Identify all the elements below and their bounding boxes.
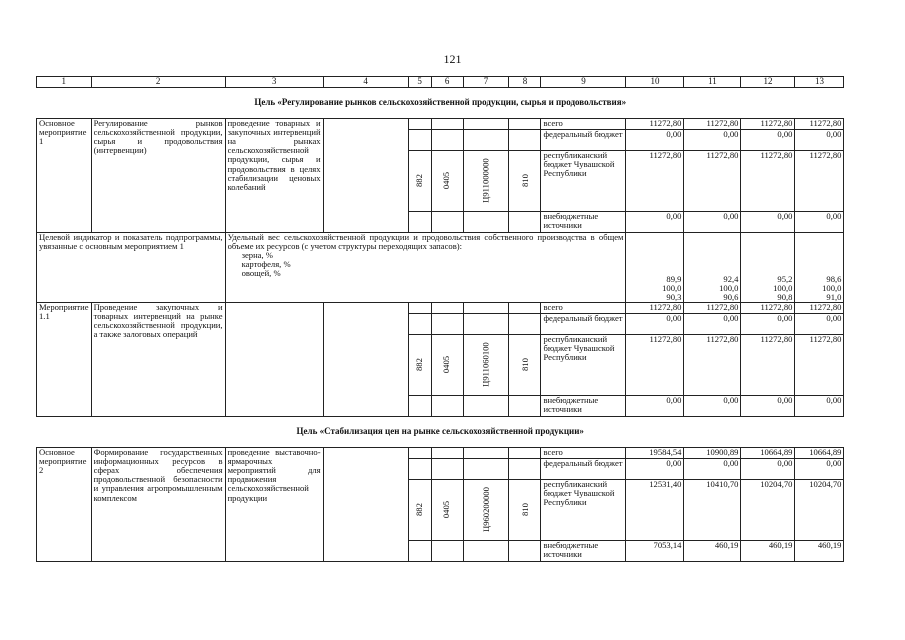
- funding-source: внебюджетные источники: [541, 541, 626, 562]
- indicator-text: Удельный вес сельскохозяйственной продукции и продовольствия собственного производства в общем объеме их ресурсов (с учетом структуры переходящих запасов):: [227, 232, 624, 252]
- code-cell: 0405: [441, 356, 452, 374]
- goal-heading-1: Цель «Регулирование рынков сельскохозяйственной продукции, сырья и продовольствия»: [254, 97, 627, 108]
- col-num: 8: [509, 77, 541, 88]
- program-table: [36, 76, 844, 562]
- col-num: 6: [431, 77, 463, 88]
- indicator-item: зерна, %: [241, 250, 273, 261]
- value-cell: 460,19: [795, 541, 844, 562]
- value-cell: 12531,40: [626, 480, 684, 541]
- empty-cell: [225, 303, 323, 417]
- value-cell: 11272,80: [684, 119, 741, 130]
- value-cell: 460,19: [684, 541, 741, 562]
- value-cell: 11272,80: [684, 303, 741, 314]
- value-cell: 0,00: [684, 396, 741, 417]
- value-cell: 11272,80: [741, 151, 795, 212]
- indicator-value: 95,2: [777, 273, 793, 284]
- value-cell: 11272,80: [741, 119, 795, 130]
- measure-description: проведение выставочно-ярмарочных мероприятий для продвижения сельскохозяйственной продукции: [225, 448, 323, 562]
- value-cell: 10664,89: [795, 448, 844, 459]
- code-cell: 810: [519, 358, 530, 372]
- value-cell: 10204,70: [795, 480, 844, 541]
- indicator-value: 100,0: [773, 282, 793, 293]
- table-row: [37, 303, 844, 314]
- value-cell: 11272,80: [626, 335, 684, 396]
- value-cell: 0,00: [741, 314, 795, 335]
- value-cell: 0,00: [741, 459, 795, 480]
- value-cell: 11272,80: [684, 151, 741, 212]
- code-cell: 810: [519, 174, 530, 188]
- code-cell: 0405: [441, 172, 452, 190]
- col-num: 11: [684, 77, 741, 88]
- funding-source: внебюджетные источники: [541, 396, 626, 417]
- value-cell: 11272,80: [795, 303, 844, 314]
- indicator-value: 100,0: [822, 282, 842, 293]
- code-cell: 882: [414, 503, 424, 517]
- indicator-row: [37, 233, 844, 303]
- code-cell: 882: [414, 174, 424, 188]
- funding-source: республиканский бюджет Чувашской Республики: [541, 151, 626, 212]
- funding-source: всего: [541, 119, 626, 130]
- value-cell: 0,00: [795, 396, 844, 417]
- col-num: 4: [323, 77, 408, 88]
- empty-cell: [323, 119, 408, 233]
- value-cell: 0,00: [626, 212, 684, 233]
- indicator-value: 90,8: [777, 291, 793, 302]
- measure-name: Проведение закупочных и товарных интервенций на рынке сельскохозяйственной продукции, а также залоговых операций: [91, 303, 225, 417]
- value-cell: 10900,89: [684, 448, 741, 459]
- value-cell: 0,00: [684, 212, 741, 233]
- value-cell: 7053,14: [626, 541, 684, 562]
- measure-name: Регулирование рынков сельскохозяйственной продукции, сырья и продовольствия (интервенции): [91, 119, 225, 233]
- value-cell: 460,19: [741, 541, 795, 562]
- indicator-item: картофеля, %: [241, 259, 291, 270]
- indicator-value: 92,4: [723, 273, 739, 284]
- value-cell: 0,00: [626, 459, 684, 480]
- code-cell: Ц911000000: [480, 158, 491, 204]
- col-num: 9: [541, 77, 626, 88]
- value-cell: 19584,54: [626, 448, 684, 459]
- col-num: 13: [795, 77, 844, 88]
- indicator-value: 89,9: [666, 273, 682, 284]
- value-cell: 10204,70: [741, 480, 795, 541]
- funding-source: всего: [541, 303, 626, 314]
- funding-source: республиканский бюджет Чувашской Республики: [541, 335, 626, 396]
- goal-heading-2: Цель «Стабилизация цен на рынке сельскохозяйственной продукции»: [296, 426, 584, 437]
- indicator-value: 91,0: [826, 291, 842, 302]
- funding-source: федеральный бюджет: [541, 314, 626, 335]
- measure-description: проведение товарных и закупочных интервенций на рынках сельскохозяйственной продукции, сырья и продовольствия в целях стабилизации ценовых колебаний: [225, 119, 323, 233]
- code-cell: 810: [519, 503, 530, 517]
- value-cell: 0,00: [626, 396, 684, 417]
- code-cell: 0405: [441, 501, 452, 519]
- value-cell: 0,00: [684, 314, 741, 335]
- value-cell: 11272,80: [626, 119, 684, 130]
- value-cell: 11272,80: [795, 119, 844, 130]
- value-cell: 10410,70: [684, 480, 741, 541]
- measure-name: Формирование государственных информационных ресурсов в сферах обеспечения продовольственной безопасности и управления агропромышленным комплексом: [91, 448, 225, 562]
- indicator-label: Целевой индикатор и показатель подпрограммы, увязанные с основным мероприятием 1: [37, 233, 226, 303]
- value-cell: 11272,80: [626, 151, 684, 212]
- value-cell: 0,00: [626, 130, 684, 151]
- code-cell: Ц960200000: [480, 487, 491, 533]
- col-num: 2: [91, 77, 225, 88]
- funding-source: всего: [541, 448, 626, 459]
- indicator-value: 100,0: [719, 282, 739, 293]
- funding-source: республиканский бюджет Чувашской Республики: [541, 480, 626, 541]
- page-number: 121: [443, 52, 462, 66]
- indicator-value: 90,3: [666, 291, 682, 302]
- funding-source: федеральный бюджет: [541, 459, 626, 480]
- value-cell: 11272,80: [684, 335, 741, 396]
- empty-cell: [323, 448, 408, 562]
- value-cell: 0,00: [795, 459, 844, 480]
- col-num: 5: [408, 77, 431, 88]
- col-num: 1: [37, 77, 92, 88]
- value-cell: 0,00: [741, 212, 795, 233]
- indicator-value: 98,6: [826, 273, 842, 284]
- value-cell: 0,00: [741, 396, 795, 417]
- value-cell: 0,00: [795, 130, 844, 151]
- col-num: 3: [225, 77, 323, 88]
- col-num: 7: [463, 77, 509, 88]
- code-cell: 882: [414, 358, 424, 372]
- value-cell: 11272,80: [795, 335, 844, 396]
- value-cell: 0,00: [795, 212, 844, 233]
- value-cell: 0,00: [626, 314, 684, 335]
- indicator-value: 100,0: [662, 282, 682, 293]
- value-cell: 10664,89: [741, 448, 795, 459]
- indicator-value: 90,6: [723, 291, 739, 302]
- measure-type: Основное мероприятие 1: [37, 119, 92, 233]
- value-cell: 0,00: [684, 130, 741, 151]
- col-num: 12: [741, 77, 795, 88]
- value-cell: 11272,80: [626, 303, 684, 314]
- funding-source: федеральный бюджет: [541, 130, 626, 151]
- value-cell: 11272,80: [795, 151, 844, 212]
- value-cell: 11272,80: [741, 303, 795, 314]
- indicator-item: овощей, %: [241, 268, 281, 279]
- table-row: [37, 448, 844, 459]
- measure-type: Мероприятие 1.1: [37, 303, 92, 417]
- value-cell: 11272,80: [741, 335, 795, 396]
- value-cell: 0,00: [684, 459, 741, 480]
- column-number-row: [37, 77, 844, 88]
- measure-type: Основное мероприятие 2: [37, 448, 92, 562]
- col-num: 10: [626, 77, 684, 88]
- funding-source: внебюджетные источники: [541, 212, 626, 233]
- value-cell: 0,00: [795, 314, 844, 335]
- table-row: [37, 119, 844, 130]
- value-cell: 0,00: [741, 130, 795, 151]
- empty-cell: [323, 303, 408, 417]
- code-cell: Ц911060100: [480, 342, 491, 388]
